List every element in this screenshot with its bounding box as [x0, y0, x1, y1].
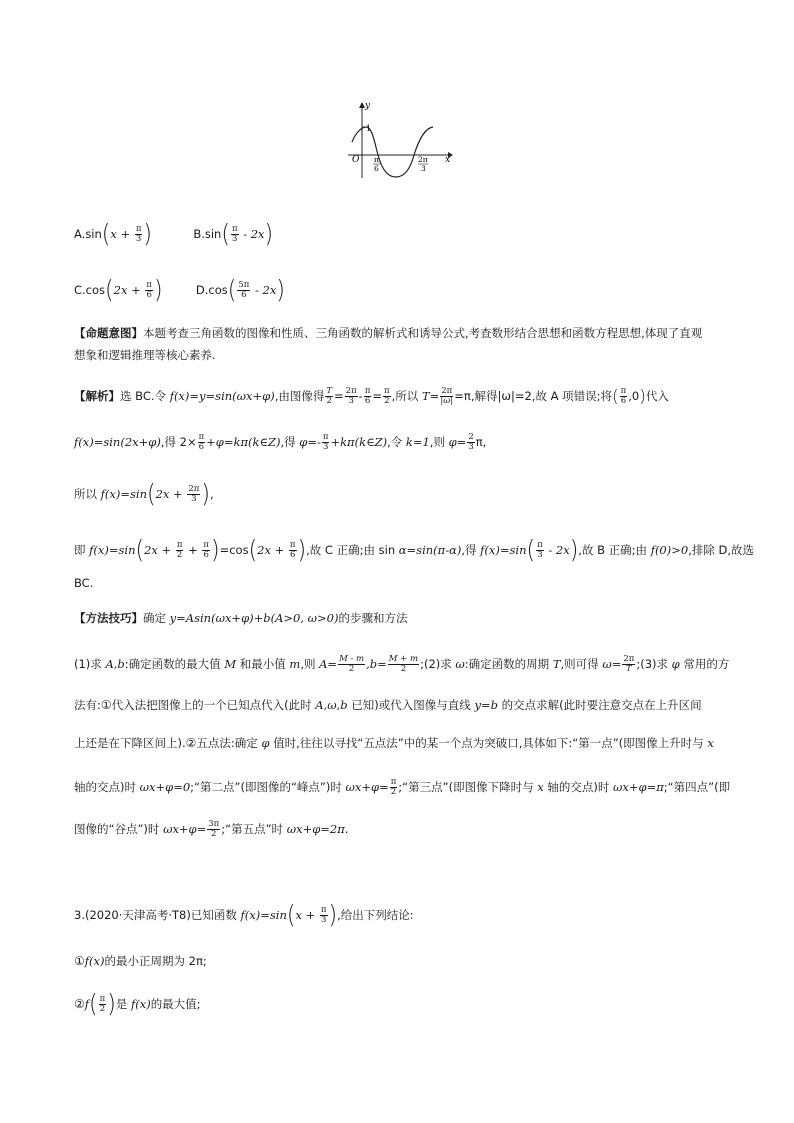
statement-2: ②f( $\frac{\pi}{2}$ )是 f(x)的最大值; [74, 989, 201, 1019]
x-tick-2-num: 2π [418, 155, 428, 164]
statement-1: ①f(x)的最小正周期为 2π; [74, 954, 207, 968]
method-tag: 【方法技巧】 [74, 611, 143, 625]
method-line-1: (1)求 A,b:确定函数的最大值 M 和最小值 m,则 A= $\frac{M - m}{2}$ ,b= $\frac{M + m}{2}$ ;(2)求 ω:确定函数的周期 T,则可得 ω= $\frac{2\pi}{T}$ ;(3)求 φ 常用的方 [74, 654, 730, 674]
option-b: B.sin( $\frac{\pi}{3}$ - 2x) [193, 219, 274, 249]
options-ab [74, 219, 274, 249]
x-tick-2-den: 3 [421, 164, 426, 173]
sine-graph-figure [340, 100, 460, 180]
analysis-line-2: f(x)=sin(2x+φ),得 2× $\frac{\pi}{6}$ +φ=kπ(k∈Z),得 φ=- $\frac{\pi}{3}$ +kπ(k∈Z),令 k=1,则 φ= $\frac{2}{3}$ π, [74, 432, 487, 452]
intent-tag: 【命题意图】 [74, 326, 143, 340]
analysis-line-4: 即 f(x)=sin(2x + $\frac{\pi}{2}$ + $\frac{\pi}{6}$ )=cos(2x + $\frac{\pi}{6}$ ),故 C 正确;由 sin α=sin(π-α),得 f(x)=sin( $\frac{\pi}{3}$ - 2x),故 B 正确;由 f(0)>0,排除 D,故选 [74, 535, 755, 565]
option-a: A.sin(x + $\frac{\pi}{3}$ ) [74, 219, 153, 249]
intent-line-1: 【命题意图】本题考查三角函数的图像和性质、三角函数的解析式和诱导公式,考查数形结合思想和函数方程思想,体现了直观 [74, 326, 703, 340]
y-tick-label: 1 [366, 124, 372, 133]
option-d: D.cos( $\frac{5\pi}{6}$ - 2x) [195, 275, 285, 305]
option-c: C.cos(2x + $\frac{\pi}{6}$ ) [74, 275, 163, 305]
y-axis-label: y [365, 101, 371, 111]
method-line-2: 法有:①代入法把图像上的一个已知点代入(此时 A,ω,b 已知)或代入图像与直线 y=b 的交点求解(此时要注意交点在上升区间 [74, 698, 702, 712]
method-line-4: 轴的交点)时 ωx+φ=0;“第二点”(即图像的“峰点”)时 ωx+φ= $\frac{\pi}{2}$ ;“第三点”(即图像下降时与 x 轴的交点)时 ωx+φ=π;“第四点”(即 [74, 777, 731, 797]
x-tick-1-num: π [374, 155, 379, 164]
analysis-line-5: BC. [74, 576, 94, 590]
options-cd [74, 275, 285, 305]
x-axis-label: x [445, 155, 451, 165]
analysis-line-1: 【解析】选 BC.令 f(x)=y=sin(ωx+φ),由图像得 $\frac{T}{2}$ = $\frac{2\pi}{3}$ - $\frac{\pi}{6}$ = $\frac{\pi}{2}$ ,所以 T= $\frac{2\pi}{|\omega|}$ =π,解得|ω|=2,故 A 项错误;将( $\frac{\pi}{6}$ ,0)代入 [74, 386, 669, 407]
origin-label: O [352, 155, 360, 165]
intent-line-2: 想象和逻辑推理等核心素养. [74, 348, 216, 362]
analysis-tag: 【解析】 [74, 389, 120, 403]
x-tick-1-den: 6 [374, 164, 379, 173]
method-line-3: 上还是在下降区间上).②五点法:确定 φ 值时,往往以寻找“五点法”中的某一个点为突破口,具体如下:“第一点”(即图像上升时与 x [74, 736, 714, 750]
method-title: 【方法技巧】确定 y=Asin(ωx+φ)+b(A>0, ω>0)的步骤和方法 [74, 611, 408, 625]
analysis-line-3: 所以 f(x)=sin(2x + $\frac{2\pi}{3}$ ), [74, 479, 214, 509]
question-3: 3.(2020·天津高考·T8)已知函数 f(x)=sin(x + $\frac{\pi}{3}$ ),给出下列结论: [74, 900, 414, 930]
method-line-5: 图像的“谷点”)时 ωx+φ= $\frac{3\pi}{2}$ ;“第五点”时 ωx+φ=2π. [74, 819, 349, 839]
